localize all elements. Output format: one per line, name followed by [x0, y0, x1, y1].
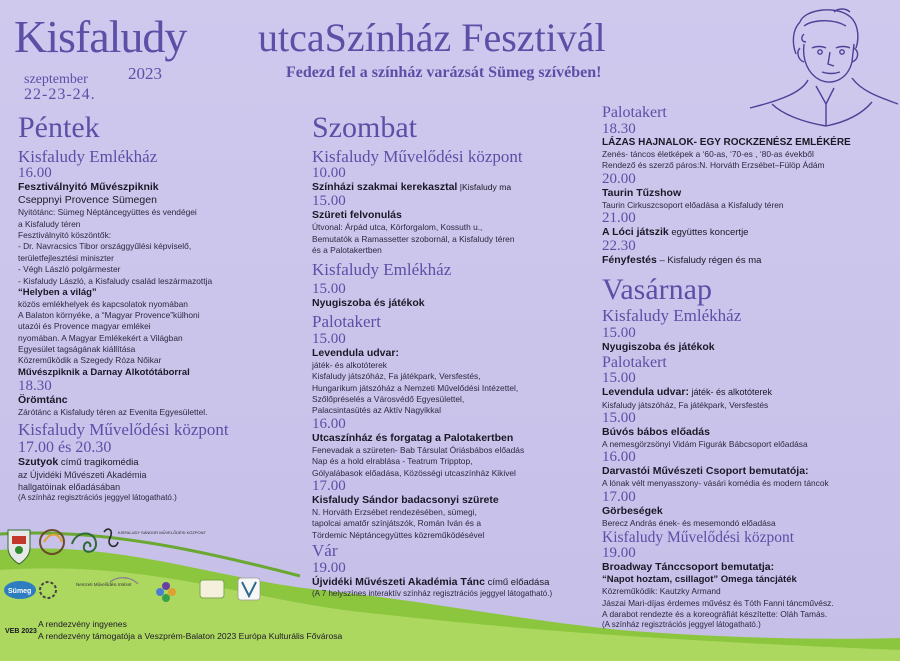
event-description [312, 360, 602, 417]
event-title [312, 181, 602, 194]
swirl-logo [72, 534, 96, 552]
nemzeti-logo-text: Nemzeti Művelődési Intézet [76, 582, 132, 587]
logo-year: 2023 [128, 64, 162, 83]
description-line: (A színház regisztrációs jeggyel látogatható.) [602, 620, 761, 630]
event-title [312, 576, 602, 589]
friday-column [18, 112, 298, 504]
sunday-column [602, 104, 898, 631]
event-description [312, 222, 602, 256]
description-line: Közreműködik: Kautzky Armand [602, 586, 721, 597]
event-description: A nemesgörzsönyi Vidám Figurák Bábcsoport előadása [602, 439, 808, 449]
event-title-rest: |Kisfaludy ma [457, 182, 512, 193]
description-line: tapolcai amatőr színjátszók, Román Iván és a [312, 518, 481, 529]
event-title-bold: Újvidéki Művészeti Akadémia Tánc [312, 575, 485, 588]
event-title-rest: című tragikomédia [58, 456, 139, 468]
event-title: Búvós bábos előadás [602, 425, 710, 438]
description-line: Jászai Mari-díjas érdemes művész és Tóth Fanni táncművész. [602, 597, 834, 608]
event-time: 17.00 [312, 477, 346, 494]
event-time: 20.00 [602, 170, 636, 187]
description-line: A darabot rendezte és a koreográfiát készítette: Oláh Tamás. [602, 609, 828, 620]
shield-logo [200, 580, 224, 598]
event-title-line2: “Napot hoztam, csillagot” Omega táncjáték [602, 574, 797, 586]
event-title: Kisfaludy Sándor badacsonyi szürete [312, 493, 499, 506]
description-line: - Végh László polgármester [18, 264, 121, 275]
description-line: Fesztiválnyitó köszöntők: [18, 230, 112, 241]
logo-wordmark: Kisfaludy [14, 11, 187, 62]
description-line: - Kisfaludy László, a Kisfaludy család leszármazottja [18, 275, 213, 286]
event-title-bold: Szutyok [18, 455, 59, 468]
footer-text [38, 618, 342, 643]
description-line: Hungarikum játszóház a Nemzeti Művelődési Intézettel, [312, 382, 519, 393]
event-title-rest: című előadása [484, 576, 550, 588]
description-line: közös emlékhelyek és kapcsolatok nyomában [18, 298, 188, 309]
decorative-logo [40, 530, 64, 554]
event-description [18, 299, 298, 367]
venue-heading: Kisfaludy Művelődési központ [312, 146, 523, 166]
event-title [602, 254, 898, 267]
event-title: Nyugiszoba és játékok [312, 297, 425, 310]
sumeg-logo-text: Sümeg [8, 588, 32, 595]
event-title [602, 386, 898, 399]
description-line: A Balaton környéke, a “Magyar Provence”külhoni [18, 310, 200, 321]
event-title [18, 456, 298, 469]
event-time: 22.30 [602, 238, 636, 255]
event-time: 18.30 [18, 377, 52, 394]
event-title-rest: játék- és alkotóterek [688, 387, 772, 398]
day-heading-saturday: Szombat [312, 111, 417, 144]
description-line: - Dr. Navracsics Tibor országgyűlési képviselő, [18, 241, 192, 252]
event-highlight: Művészpiknik a Darnay Alkotótáborral [18, 366, 190, 378]
venue-heading: Kisfaludy Művelődési központ [602, 529, 795, 547]
description-line: Kisfaludy játszóház, Fa játékpark, Versfestés, [312, 371, 481, 382]
event-title [602, 226, 898, 239]
event-description [602, 586, 898, 631]
event-title-rest: együttes koncertje [668, 227, 749, 239]
event-description [602, 149, 898, 172]
description-line: Szőlőpréselés a Városvédő Egyesülettel, [312, 394, 465, 405]
description-line: Nap és a hold elrablása - Teatrum Tripptop, [312, 456, 473, 467]
event-highlight: “Helyben a világ” [18, 286, 97, 298]
event-description [18, 207, 298, 286]
nemzeti-logo [76, 582, 132, 587]
event-title: Utcaszínház és forgatag a Palotakertben [312, 431, 514, 444]
gear-logo [40, 582, 56, 598]
sumeg-logo [4, 581, 36, 599]
festival-month: szeptember [24, 72, 88, 87]
description-line: Útvonal: Árpád utca, Körforgalom, Kossuth u., [312, 222, 483, 233]
event-subtitle: Cseppnyi Provence Sümegen [18, 194, 157, 207]
event-time: 19.00 [602, 545, 636, 562]
description-line: és a Palotakertben [312, 245, 382, 256]
event-title: Darvastói Művészeti Csoport bemutatója: [602, 465, 809, 478]
flower-logo [156, 582, 176, 602]
event-title-bold: Fényfestés [602, 254, 657, 267]
page-subtitle: Fedezd fel a színház varázsát Sümeg szívében! [286, 64, 602, 81]
event-time: 15.00 [312, 193, 346, 210]
event-time: 21.00 [602, 210, 636, 227]
venue-heading: Kisfaludy Emlékház [18, 146, 158, 166]
footer-line: A rendezvény ingyenes [38, 619, 127, 629]
description-line: nyomában. A Magyar Emlékekért a Világban [18, 332, 183, 343]
venue-heading: Kisfaludy Művelődési központ [18, 420, 229, 440]
festival-days: 22-23-24. [24, 86, 96, 103]
description-line: Gólyalábasok előadása, Közösségi utcaszínház Kikivel [312, 467, 516, 478]
venue-heading: Kisfaludy Emlékház [312, 260, 452, 280]
event-time: 15.00 [602, 324, 636, 341]
description-line: Tördemic Néptáncegyüttes közreműködésével [312, 529, 485, 540]
event-time: 16.00 [602, 449, 636, 466]
event-title: LÁZAS HAJNALOK- EGY ROCKZENÉSZ EMLÉKÉRE [602, 136, 851, 148]
event-title: Levendula udvar: [312, 346, 399, 359]
venue-heading: Vár [312, 541, 338, 561]
event-title-bold: Színházi szakmai kerekasztal [312, 181, 458, 194]
saturday-column [312, 112, 602, 600]
description-line: Bemutatók a Ramassetter szobornál, a Kisfaludy téren [312, 233, 515, 244]
description-line: Nyitótánc: Sümeg Néptáncegyüttes és vendégei [18, 207, 197, 218]
description-line: hallgatóinak előadásában [18, 482, 121, 493]
description-line: a Kisfaludy téren [18, 218, 81, 229]
page-title: utcaSzínház Fesztivál [258, 15, 606, 60]
event-description: Zárótánc a Kisfaludy téren az Evenita Egyesülettel. [18, 406, 208, 417]
event-time: 16.00 [312, 415, 346, 432]
event-title-bold: Levendula udvar: [602, 386, 689, 399]
venue-heading: Kisfaludy Emlékház [602, 306, 742, 325]
event-time: 15.00 [602, 409, 636, 426]
event-time: 15.00 [602, 370, 636, 387]
description-line: Rendező és szerző páros:N. Horváth Erzsébet–Fülöp Ádám [602, 160, 825, 171]
event-time: 19.00 [312, 559, 346, 576]
venue-heading: Palotakert [602, 104, 667, 121]
event-description: A lónak vélt menyasszony- vásári komédia és modern táncok [602, 478, 829, 489]
event-description: Kisfaludy játszóház, Fa játékpark, Versfestés [602, 399, 769, 410]
event-title: Nyugiszoba és játékok [602, 340, 715, 353]
v-logo [238, 578, 260, 600]
event-title-rest: – Kisfaludy régen és ma [656, 255, 762, 267]
event-time: 15.00 [312, 330, 346, 347]
event-title: Örömtánc [18, 393, 68, 406]
event-title: Taurin Tűzshow [602, 186, 682, 199]
event-title: Broadway Tánccsoport bemutatja: [602, 561, 775, 574]
event-description: Berecz András ének- és mesemondó előadása [602, 517, 776, 528]
sponsor-logos [0, 520, 300, 620]
description-line: Közreműködik a Szegedy Róza Nőikar [18, 355, 162, 366]
description-line: utazói és Provence magyar emlékei [18, 321, 151, 332]
kisfaludy-logo-text: KISFALUDY SÁNDOR MŰVELŐDÉSI KÖZPONT [118, 530, 206, 535]
event-title: Fesztiválnyitó Művészpiknik [18, 181, 159, 194]
event-time: 16.00 [18, 165, 52, 182]
description-line: Zenés- táncos életképek a ‘60-as, ‘70-es , ‘80-as évekből [602, 149, 814, 160]
event-description: (A 7 helyszínes interaktív színház regisztrációs jeggyel látogatható.) [312, 588, 553, 598]
footer-line: A rendezvény támogatója a Veszprém-Balaton 2023 Európa Kulturális Fővárosa [38, 631, 343, 642]
event-description [18, 469, 298, 504]
description-line: Fenevadak a szüreten- Bab Társulat Óriásbábos előadás [312, 444, 525, 455]
description-line: játék- és alkotóterek [312, 360, 387, 371]
description-line: területfejlesztési miniszter [18, 252, 114, 263]
event-time: 15.00 [312, 281, 346, 298]
event-title: Szüreti felvonulás [312, 209, 402, 222]
description-line: N. Horváth Erzsébet rendezésében, sümegi, [312, 507, 477, 518]
event-title-bold: A Lóci játszik [602, 226, 669, 239]
event-title: Görbeségek [602, 504, 663, 517]
event-time: 10.00 [312, 165, 346, 182]
venue-heading: Palotakert [602, 353, 667, 371]
day-heading-sunday: Vasárnap [602, 272, 712, 306]
description-line: az Újvidéki Művészeti Akadémia [18, 469, 147, 480]
coat-of-arms-logo [8, 530, 30, 564]
description-line: (A színház regisztrációs jeggyel látogatható.) [18, 493, 177, 503]
day-heading-friday: Péntek [18, 111, 100, 144]
event-time: 18.30 [602, 120, 636, 137]
event-description [312, 507, 602, 541]
event-description: Taurin Cirkuszcsoport előadása a Kisfaludy téren [602, 199, 784, 210]
veb-2023-logo: VEB 2023 [5, 628, 37, 635]
description-line: Palacsintasütés az Aktív Nagyikkal [312, 405, 441, 416]
event-time: 17.00 és 20.30 [18, 438, 112, 456]
kisfaludy-center-logo [104, 529, 207, 546]
description-line: Egyesület tagságának kiállítása [18, 344, 136, 355]
event-description [312, 445, 602, 479]
venue-heading: Palotakert [312, 312, 381, 332]
event-time: 17.00 [602, 488, 636, 505]
